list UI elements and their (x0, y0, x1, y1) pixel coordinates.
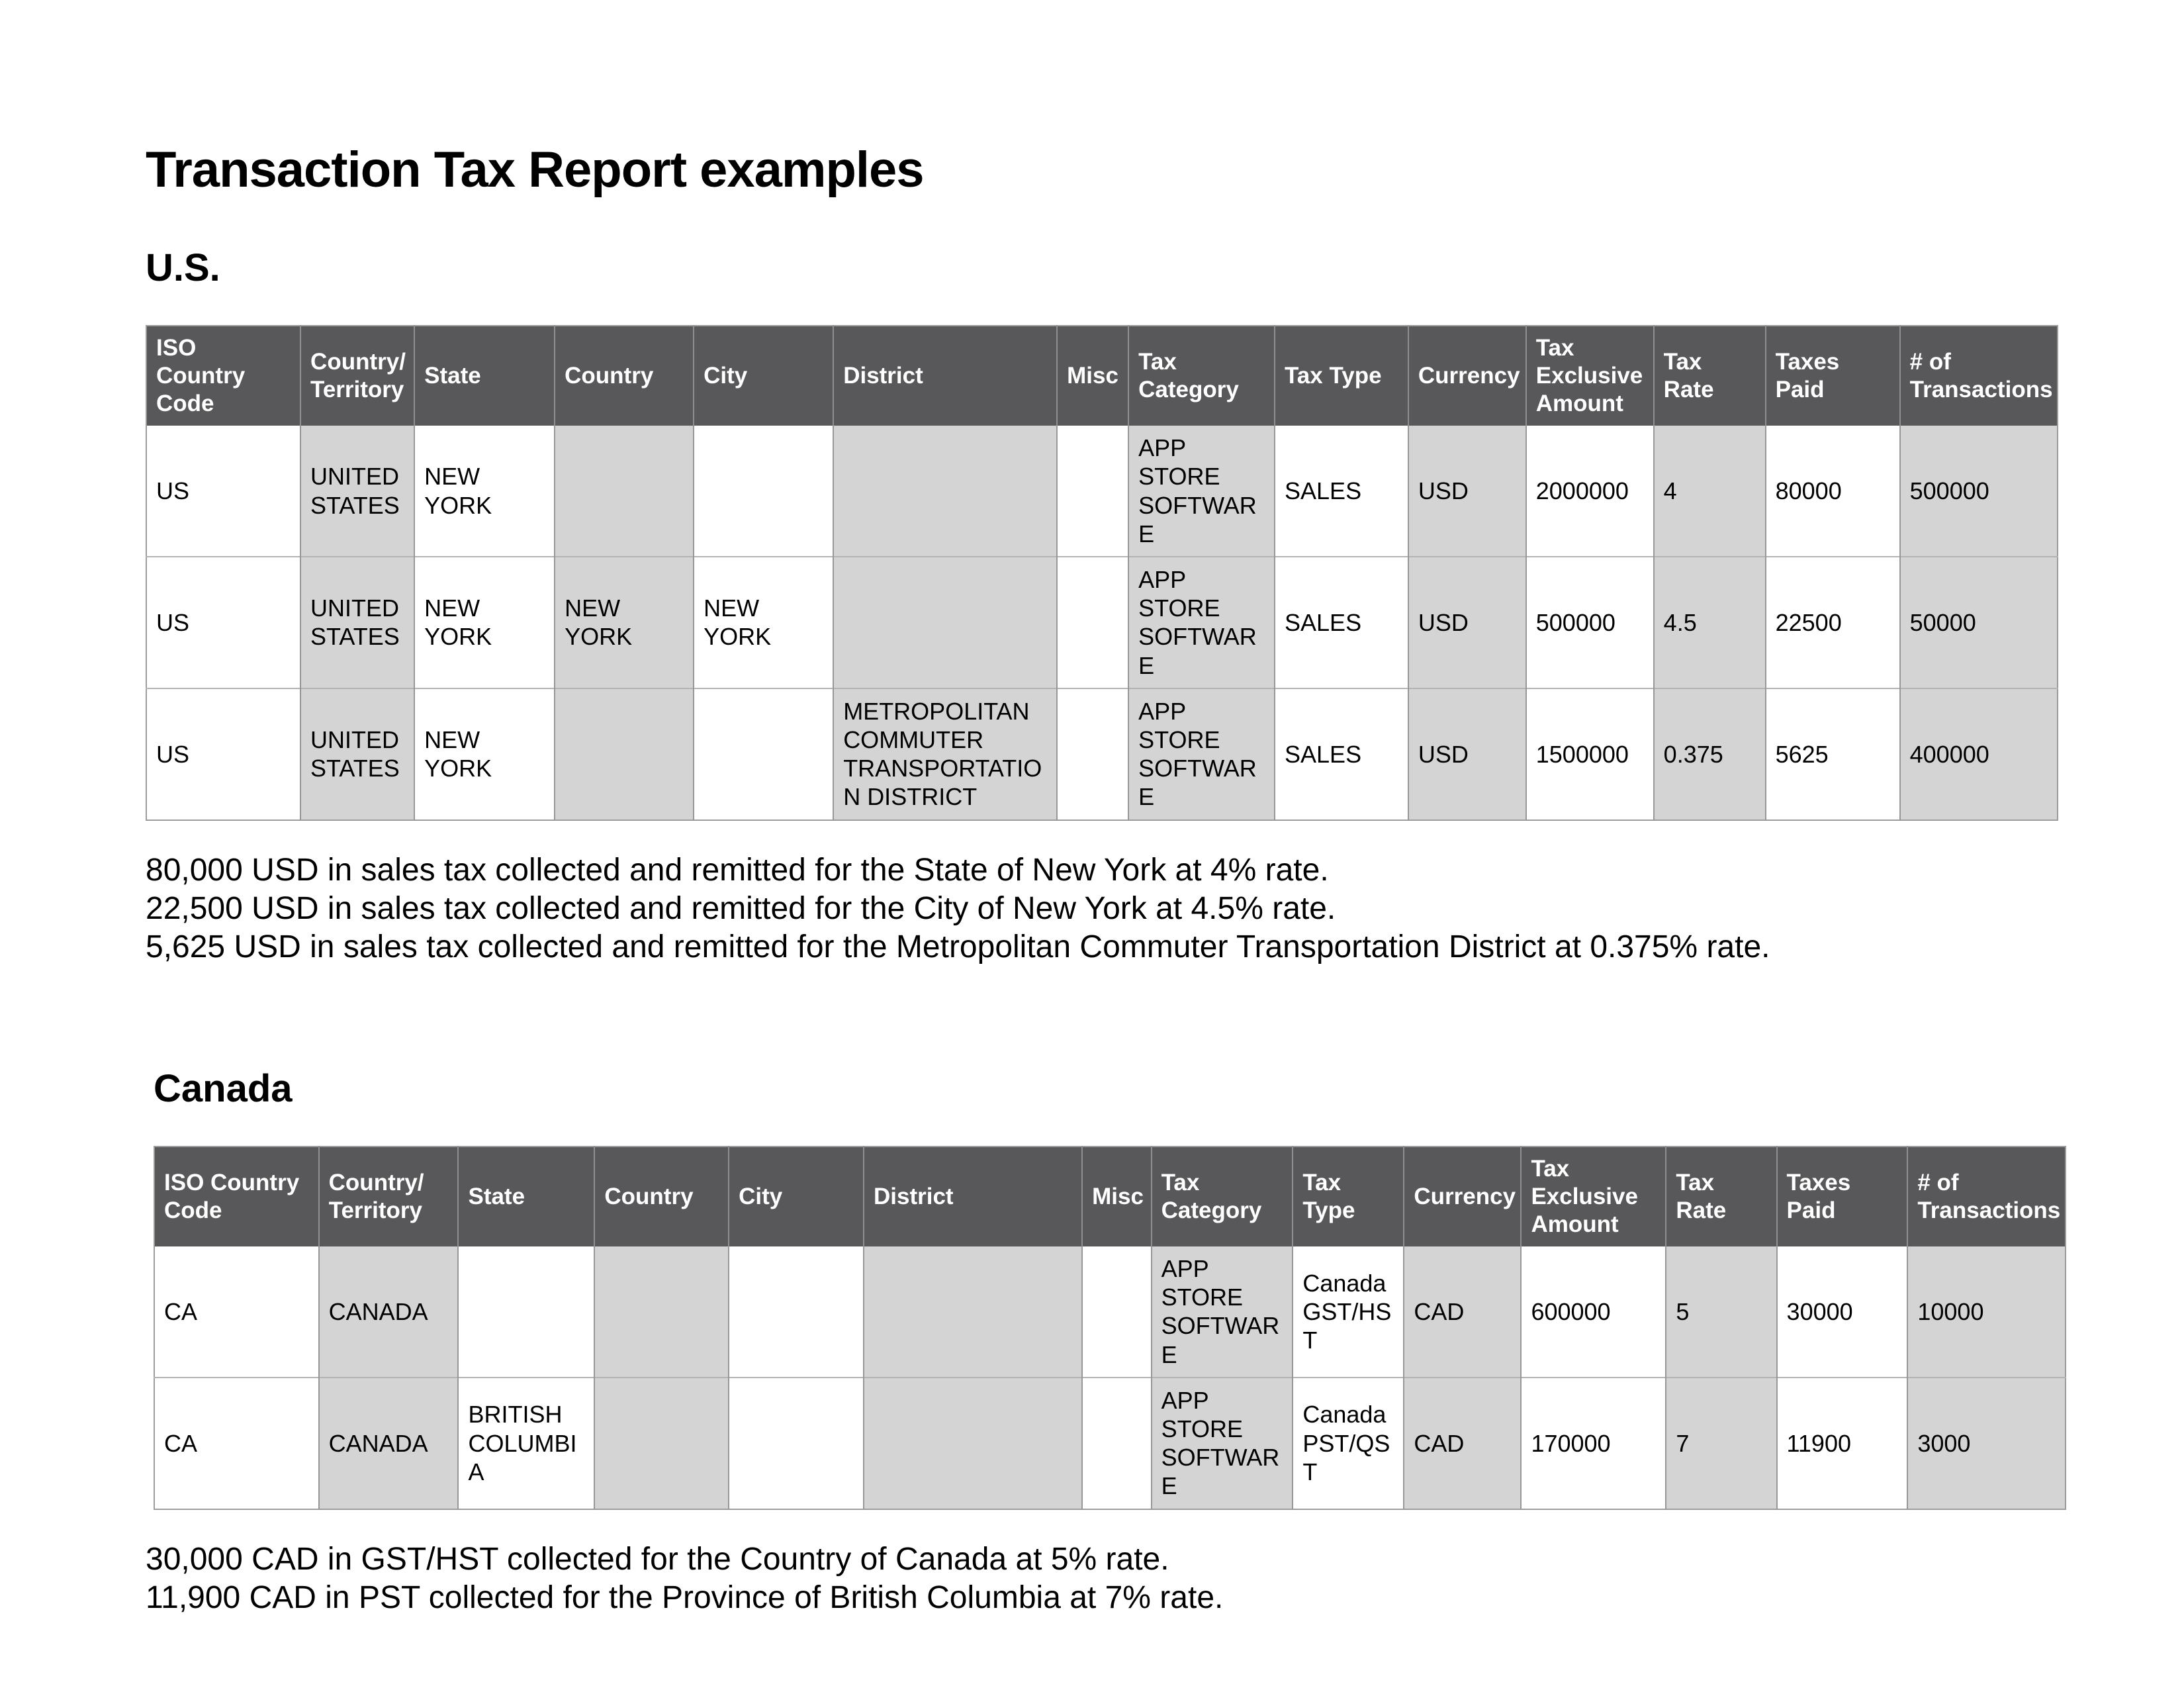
column-header: City (694, 326, 833, 426)
column-header: # of Transactions (1900, 326, 2058, 426)
canada-tax-table (154, 1146, 2066, 1510)
table-row (154, 1246, 2066, 1378)
column-header: Tax Type (1275, 326, 1408, 426)
cell (729, 1246, 864, 1378)
column-header: Country (555, 326, 694, 426)
cell: US (146, 557, 300, 688)
column-header: ISO Country Code (154, 1147, 319, 1246)
cell: BRITISH COLUMBIA (458, 1378, 594, 1509)
cell: SALES (1275, 426, 1408, 557)
us-notes (146, 851, 2071, 966)
cell (594, 1246, 729, 1378)
cell: 2000000 (1526, 426, 1654, 557)
canada-notes (146, 1540, 2071, 1617)
cell: 0.375 (1654, 688, 1766, 820)
cell (833, 557, 1057, 688)
cell: USD (1408, 557, 1526, 688)
cell (594, 1378, 729, 1509)
cell: 11900 (1777, 1378, 1908, 1509)
cell: CANADA (319, 1246, 459, 1378)
column-header: # of Transactions (1907, 1147, 2066, 1246)
column-header: Taxes Paid (1766, 326, 1900, 426)
column-header: Tax Type (1293, 1147, 1404, 1246)
canada-table-wrap (154, 1146, 2071, 1510)
cell (1057, 688, 1128, 820)
page-title: Transaction Tax Report examples (146, 142, 924, 198)
cell: 3000 (1907, 1378, 2066, 1509)
section-heading-canada: Canada (154, 1066, 293, 1110)
cell (864, 1378, 1082, 1509)
us-tax-table (146, 325, 2058, 820)
column-header: Tax Exclusive Amount (1521, 1147, 1666, 1246)
cell: US (146, 688, 300, 820)
cell: 10000 (1907, 1246, 2066, 1378)
cell: 50000 (1900, 557, 2058, 688)
column-header: Currency (1408, 326, 1526, 426)
cell (1057, 557, 1128, 688)
column-header: State (414, 326, 555, 426)
cell: USD (1408, 688, 1526, 820)
cell: 500000 (1526, 557, 1654, 688)
cell: NEW YORK (414, 688, 555, 820)
table-row (154, 1378, 2066, 1509)
cell (555, 426, 694, 557)
cell (458, 1246, 594, 1378)
cell: APP STORE SOFTWARE (1128, 426, 1275, 557)
cell: 80000 (1766, 426, 1900, 557)
table-header-row (154, 1147, 2066, 1246)
cell: CANADA (319, 1378, 459, 1509)
cell: 30000 (1777, 1246, 1908, 1378)
note-line: 30,000 CAD in GST/HST collected for the Country of Canada at 5% rate. (146, 1541, 1169, 1577)
cell: CAD (1404, 1246, 1521, 1378)
cell: 500000 (1900, 426, 2058, 557)
cell: APP STORE SOFTWARE (1152, 1378, 1293, 1509)
cell: UNITED STATES (300, 426, 414, 557)
table-row (146, 557, 2058, 688)
cell: 400000 (1900, 688, 2058, 820)
column-header: Tax Category (1152, 1147, 1293, 1246)
cell: NEW YORK (414, 426, 555, 557)
table-row (146, 426, 2058, 557)
column-header: State (458, 1147, 594, 1246)
cell: 4.5 (1654, 557, 1766, 688)
cell: CAD (1404, 1378, 1521, 1509)
cell: 22500 (1766, 557, 1900, 688)
cell: 5 (1666, 1246, 1776, 1378)
cell: APP STORE SOFTWARE (1152, 1246, 1293, 1378)
column-header: Country (594, 1147, 729, 1246)
note-line: 5,625 USD in sales tax collected and remitted for the Metropolitan Commuter Transportation District at 0.375% rate. (146, 929, 1770, 964)
cell (729, 1378, 864, 1509)
cell: NEW YORK (694, 557, 833, 688)
cell (1082, 1246, 1152, 1378)
section-heading-us: U.S. (146, 246, 220, 289)
cell: 1500000 (1526, 688, 1654, 820)
column-header: ISO Country Code (146, 326, 300, 426)
column-header: Misc (1057, 326, 1128, 426)
cell: 7 (1666, 1378, 1776, 1509)
column-header: Taxes Paid (1777, 1147, 1908, 1246)
column-header: Tax Rate (1666, 1147, 1776, 1246)
table-header-row (146, 326, 2058, 426)
cell: UNITED STATES (300, 557, 414, 688)
cell: UNITED STATES (300, 688, 414, 820)
note-line: 80,000 USD in sales tax collected and remitted for the State of New York at 4% rate. (146, 852, 1329, 888)
cell: APP STORE SOFTWARE (1128, 688, 1275, 820)
cell (1082, 1378, 1152, 1509)
cell (694, 426, 833, 557)
column-header: District (833, 326, 1057, 426)
cell: SALES (1275, 557, 1408, 688)
column-header: Tax Rate (1654, 326, 1766, 426)
cell (555, 688, 694, 820)
column-header: Country/ Territory (300, 326, 414, 426)
cell: SALES (1275, 688, 1408, 820)
cell: NEW YORK (414, 557, 555, 688)
cell (833, 426, 1057, 557)
cell: USD (1408, 426, 1526, 557)
cell: METROPOLITAN COMMUTER TRANSPORTATION DISTRICT (833, 688, 1057, 820)
column-header: Currency (1404, 1147, 1521, 1246)
cell: 4 (1654, 426, 1766, 557)
cell: CA (154, 1246, 319, 1378)
column-header: Country/ Territory (319, 1147, 459, 1246)
cell (694, 688, 833, 820)
cell: CA (154, 1378, 319, 1509)
cell (1057, 426, 1128, 557)
table-row (146, 688, 2058, 820)
cell: US (146, 426, 300, 557)
cell: 5625 (1766, 688, 1900, 820)
column-header: Misc (1082, 1147, 1152, 1246)
column-header: Tax Exclusive Amount (1526, 326, 1654, 426)
cell: 600000 (1521, 1246, 1666, 1378)
cell: Canada PST/QST (1293, 1378, 1404, 1509)
note-line: 11,900 CAD in PST collected for the Province of British Columbia at 7% rate. (146, 1579, 1224, 1615)
cell: NEW YORK (555, 557, 694, 688)
column-header: City (729, 1147, 864, 1246)
cell: 170000 (1521, 1378, 1666, 1509)
cell (864, 1246, 1082, 1378)
cell: Canada GST/HST (1293, 1246, 1404, 1378)
note-line: 22,500 USD in sales tax collected and remitted for the City of New York at 4.5% rate. (146, 890, 1336, 926)
cell: APP STORE SOFTWARE (1128, 557, 1275, 688)
column-header: Tax Category (1128, 326, 1275, 426)
column-header: District (864, 1147, 1082, 1246)
